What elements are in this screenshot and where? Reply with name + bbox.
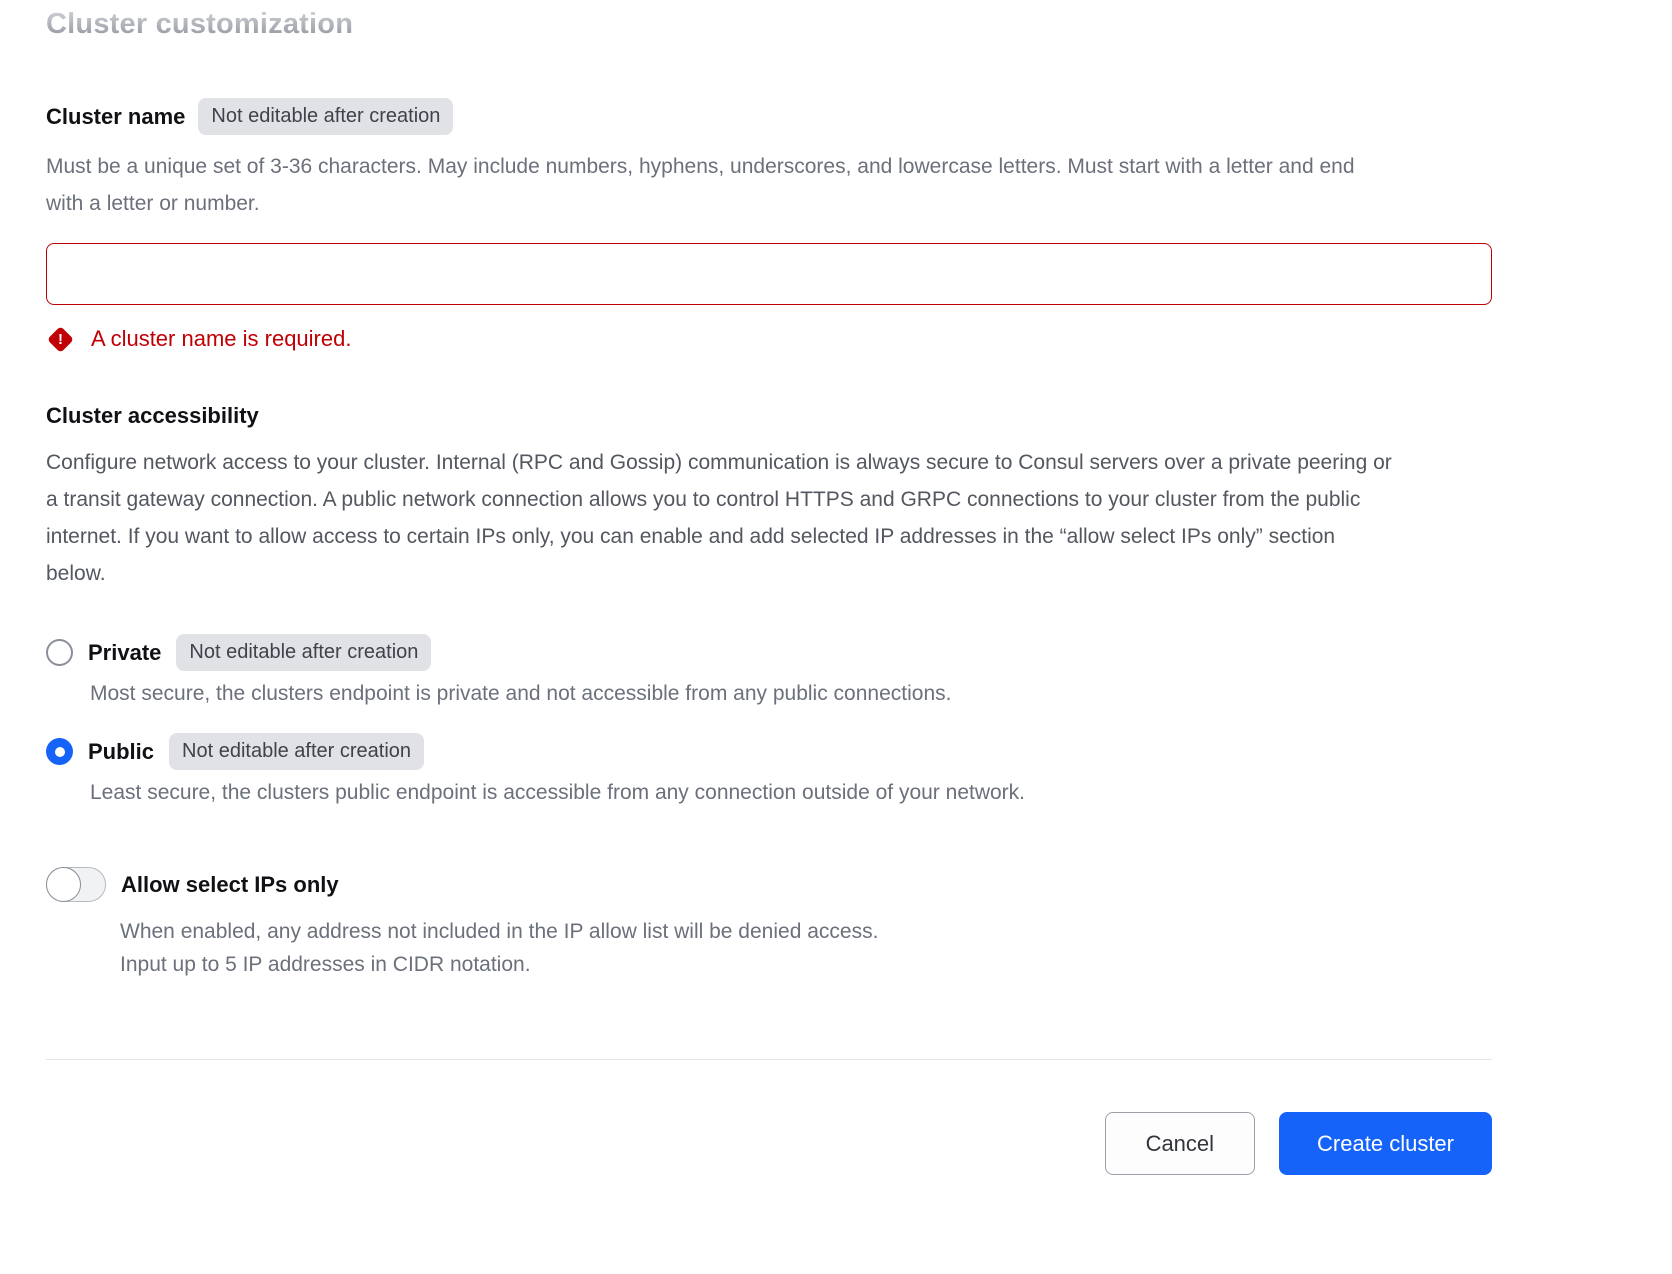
allow-ips-help (120, 915, 1492, 981)
toggle-knob[interactable] (46, 867, 81, 902)
radio-private-label[interactable]: Private (88, 639, 162, 665)
not-editable-badge: Not editable after creation (176, 634, 431, 671)
radio-public-help: Least secure, the clusters public endpoint is accessible from any connection outside of your network. (90, 781, 1026, 804)
cancel-button[interactable]: Cancel (1105, 1112, 1255, 1175)
allow-ips-label[interactable]: Allow select IPs only (121, 871, 339, 897)
cluster-name-help: Must be a unique set of 3-36 characters. May include numbers, hyphens, underscores, and lowercase letters. Must start with a letter and end with a letter or number. (46, 155, 1355, 215)
radio-public-label[interactable]: Public (88, 738, 155, 764)
cluster-name-label: Cluster name (46, 103, 186, 129)
allow-ips-toggle[interactable] (46, 867, 106, 902)
divider (46, 1059, 1492, 1060)
radio-private[interactable] (46, 639, 73, 666)
alert-diamond-icon: ! (46, 325, 74, 353)
create-cluster-button[interactable]: Create cluster (1279, 1112, 1492, 1175)
cluster-name-input[interactable] (46, 243, 1492, 305)
not-editable-badge: Not editable after creation (169, 733, 424, 770)
allow-ips-help-line1: When enabled, any address not included in the IP allow list will be denied access. (120, 920, 879, 943)
cluster-accessibility-description: Configure network access to your cluster. Internal (RPC and Gossip) communication is always secure to Consul servers over a private peering or a transit gateway connection. A public network connection allows you to control HTTPS and GRPC connections to your cluster from the public internet. If you want to allow access to certain IPs only, you can enable and add selected IP addresses in the “allow select IPs only” section below. (46, 451, 1392, 585)
not-editable-badge: Not editable after creation (198, 98, 453, 135)
radio-private-help: Most secure, the clusters endpoint is private and not accessible from any public connections. (90, 682, 952, 705)
radio-public[interactable] (46, 738, 73, 765)
cluster-name-error: A cluster name is required. (91, 326, 352, 351)
cluster-accessibility-heading: Cluster accessibility (46, 403, 259, 428)
page-title: Cluster customization (46, 8, 1672, 41)
allow-ips-help-line2: Input up to 5 IP addresses in CIDR notation. (120, 953, 531, 976)
